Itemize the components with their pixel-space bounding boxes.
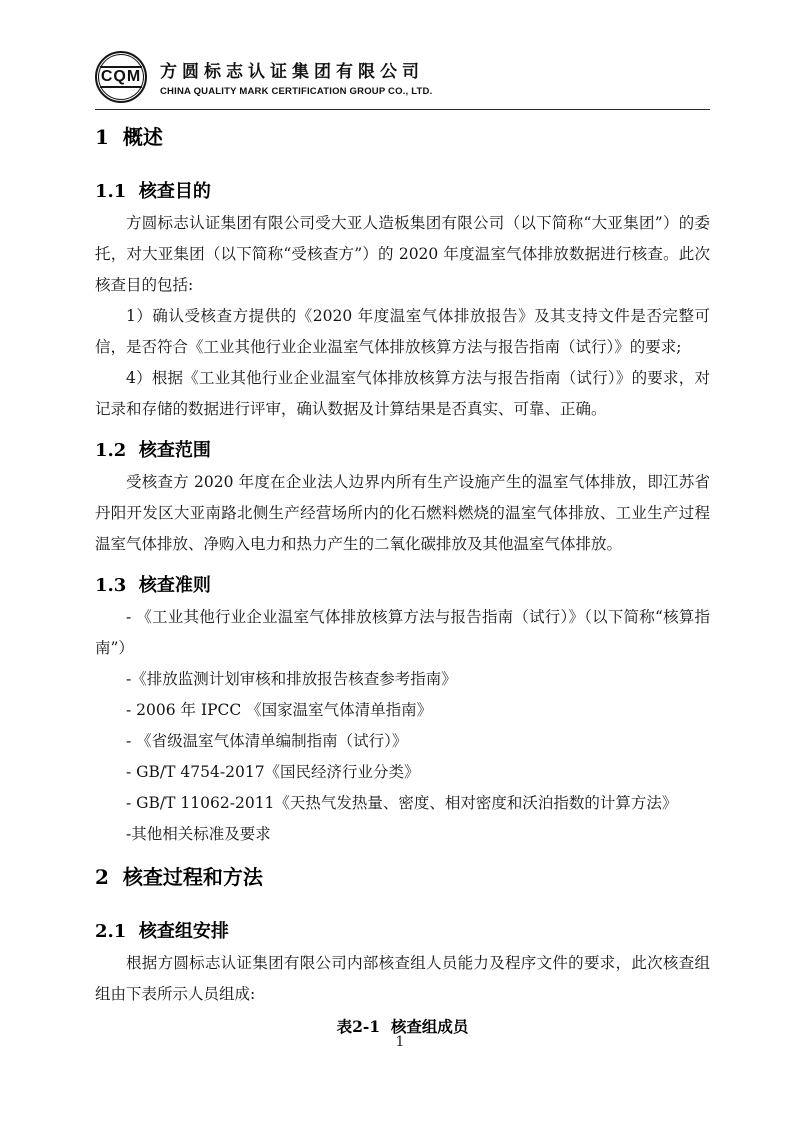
criteria-list-item: - 《工业其他行业企业温室气体排放核算方法与报告指南（试行）》（以下简称“核算指南”） [95,608,710,657]
section-1-3-heading: 1.3 核查准则 [95,575,211,596]
cqm-logo-text: CQM [100,66,142,88]
table-2-1-caption: 表2-1 核查组成员 [336,1017,469,1036]
section-1-1-heading: 1.1 核查目的 [95,181,211,202]
section-1-1-paragraph-1: 方圆标志认证集团有限公司受大亚人造板集团有限公司（以下简称“大亚集团”）的委托，对大亚集团（以下简称“受核查方”）的 2020 年度温室气体排放数据进行核查。此次核查目的包括: [95,214,710,294]
section-1-2-heading: 1.2 核查范围 [95,440,211,461]
criteria-list-item: - GB/T 4754-2017《国民经济行业分类》 [126,763,420,781]
criteria-list-item: - GB/T 11062-2011《天热气发热量、密度、相对密度和沃泊指数的计算方法》 [126,794,678,812]
header [95,52,710,102]
section-1-1-paragraph-3: 4）根据《工业其他行业企业温室气体排放核算方法与报告指南（试行）》的要求，对记录和存储的数据进行评审，确认数据及计算结果是否真实、可靠、正确。 [95,369,710,418]
company-name-block [160,57,432,97]
section-2-1-paragraph-1: 根据方圆标志认证集团有限公司内部核查组人员能力及程序文件的要求，此次核查组组由下表所示人员组成: [95,954,710,1003]
criteria-list-item: -《排放监测计划审核和排放报告核查参考指南》 [126,670,457,688]
section-2-heading: 2 核查过程和方法 [95,865,263,889]
criteria-list-item: - 2006 年 IPCC 《国家温室气体清单指南》 [126,701,433,719]
section-1-heading: 1 概述 [95,125,163,149]
section-2-1-heading: 2.1 核查组安排 [95,921,229,942]
cqm-logo [95,51,147,103]
page-number: 1 [395,1034,405,1050]
criteria-list-item: -其他相关标准及要求 [126,825,271,843]
header-divider [95,109,710,110]
section-1-2-paragraph-1: 受核查方 2020 年度在企业法人边界内所有生产设施产生的温室气体排放，即江苏省丹阳开发区大亚南路北侧生产经营场所内的化石燃料燃烧的温室气体排放、工业生产过程温室气体排放、净购入电力和热力产生的二氧化碳排放及其他温室气体排放。 [95,473,710,553]
criteria-list-item: - 《省级温室气体清单编制指南（试行）》 [126,732,408,750]
company-name-en: CHINA QUALITY MARK CERTIFICATION GROUP CO., LTD. [160,86,433,97]
section-1-1-paragraph-2: 1）确认受核查方提供的《2020 年度温室气体排放报告》及其支持文件是否完整可信，是否符合《工业其他行业企业温室气体排放核算方法与报告指南（试行）》的要求; [95,307,710,356]
company-name-cn: 方圆标志认证集团有限公司 [160,62,424,81]
